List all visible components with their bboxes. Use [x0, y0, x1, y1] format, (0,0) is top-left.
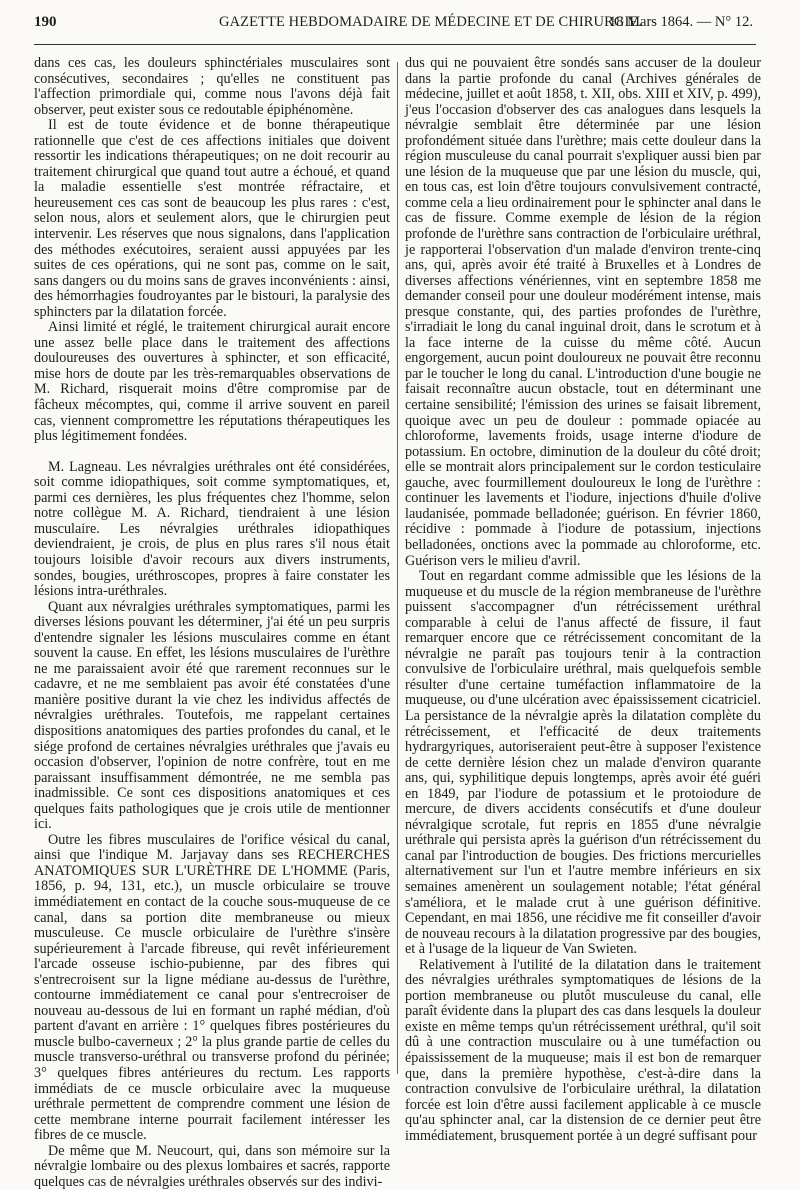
paragraph: Relativement à l'utilité de la dilatation dans le traitement des névralgies uréthrales symptomatiques de lésions de la portion membraneuse ou plutôt musculeuse du canal, elle paraît évidente dans la plupart des cas dans lesquels la douleur existe en même temps qu'un rétrécissement uréthral, qu'il soit dû à une contraction musculaire ou à une tuméfaction ou épaississement de la muqueuse; mais il est bon de remarquer que, dans la première hypothèse, c'est-à-dire dans la contraction convulsive de l'orbiculaire uréthral, la dilatation forcée est loin d'être aussi facilement applicable à ce muscle qu'au sphincter anal, car la distension de ce dernier peut être immédiatement, brusquement portée à un degré suffisant pour	[405, 956, 761, 1144]
left-column	[34, 55, 390, 1190]
page-number: 190	[34, 14, 57, 30]
paragraph: M. Lagneau. Les névralgies uréthrales ont été considérées, soit comme idiopathiques, soit comme symptomatiques, et, parmi ces dernières, les plus fréquentes chez l'homme, selon notre collègue M. A. Richard, tiendraient à une lésion musculaire. Les névralgies uréthrales idiopathiques deviendraient, je crois, de plus en plus rares s'il nous était toujours loisible d'avoir recours aux divers instruments, sondes, bougies, uréthroscopes, propres à faire constater les lésions intra-uréthrales.	[34, 458, 390, 600]
column-divider	[397, 62, 398, 1074]
paragraph: dans ces cas, les douleurs sphinctériales musculaires sont consécutives, secondaires ; qu'elles ne constituent pas l'affection primordiale qui, comme nous l'avons déjà fait observer, peut exister sous ce redoutable épiphénomène.	[34, 55, 390, 118]
header-rule	[34, 44, 756, 45]
right-column	[405, 55, 761, 1144]
issue-date: 18 Mars 1864. — N° 12.	[609, 14, 753, 30]
paragraph: Tout en regardant comme admissible que les lésions de la muqueuse et du muscle de la région membraneuse de l'urèthre puissent s'accompagner d'un rétrécissement uréthral comparable à celui de l'anus affecté de fissure, il faut remarquer encore que ce rétrécissement concomitant de la névralgie ne paraît pas toujours tenir à la contraction convulsive de l'orbiculaire uréthral, mais quelquefois semble résulter d'une certaine tuméfaction inflammatoire de la muqueuse, ou d'une ulcération avec épaississement cicatriciel. La persistance de la névralgie après la dilatation complète du rétrécissement, et l'efficacité de deux traitements hydrargyriques, autoriseraient peut-être à supposer l'existence de cette dernière lésion chez un malade d'environ quarante ans, qui, syphilitique depuis longtemps, après avoir été guéri en 1849, par l'iodure de potassium et le protoiodure de mercure, de divers accidents consécutifs et d'une douleur névralgique scrotale, fut repris en 1855 d'une névralgie uréthrale qui persista après la guérison d'un rétrécissement du canal par l'introduction de bougies. Des frictions mercurielles alternativement sur l'un et l'autre membre inférieurs en six semaines amenèrent un soulagement notable; l'état général s'améliora, et le malade crut à une guérison définitive. Cependant, en mai 1856, une récidive me fit conseiller d'avoir de nouveau recours à la dilatation progressive par des bougies, et à l'usage de la liqueur de Van Swieten.	[405, 568, 761, 958]
paragraph: Il est de toute évidence et de bonne thérapeutique rationnelle que c'est de ces affections initiales que doivent ressortir les indications thérapeutiques; on ne doit recourir au traitement chirurgical que quand tout autre a échoué, et quand la maladie essentielle s'est montrée réfractaire, et heureusement ces cas sont de beaucoup les plus rares : c'est, selon nous, alors et seulement alors, que le chirurgien peut intervenir. Les réserves que nous signalons, dans l'application des méthodes exécutoires, seraient aussi appuyées par les suites de ces opérations, qui ne sont pas, comme on le sait, sans dangers ou du moins sans de graves inconvénients : ainsi, des hémorrhagies foudroyantes par le bistouri, la paralysie des sphincters par la dilatation forcée.	[34, 117, 390, 320]
paragraph: De même que M. Neucourt, qui, dans son mémoire sur la névralgie lombaire ou des plexus lombaires et sacrés, rapporte quelques cas de névralgies uréthrales observés sur des indivi-	[34, 1142, 390, 1190]
journal-title: GAZETTE HEBDOMADAIRE DE MÉDECINE ET DE CHIRURGIE.	[219, 14, 643, 30]
paragraph: dus qui ne pouvaient être sondés sans accuser de la douleur dans la partie profonde du canal (Archives générales de médecine, juillet et août 1858, t. XII, obs. XIII et XIV, p. 499), j'eus l'occasion d'observer des cas analogues dans lesquels la névralgie semblait être déterminée par une lésion profondément située dans l'urèthre; mais cette douleur dans la région musculeuse du canal pourrait s'expliquer aussi bien par une lésion de la muqueuse que par une lésion du muscle, qui, en tous cas, est loin d'être toujours convulsivement contracté, comme cela a lieu ordinairement pour le sphincter anal dans le cas de fissure. Comme exemple de lésion de la région profonde de l'urèthre sans contraction de l'orbiculaire uréthral, je rapporterai l'observation d'un malade d'environ trente-cinq ans, qui, après avoir été traité à Bruxelles et à Londres de diverses affections vénériennes, vint en septembre 1858 me demander conseil pour une douleur modérément intense, mais presque constante, qui, des parties profondes de l'urèthre, s'irradiait le long du canal inguinal droit, dans le scrotum et à la face interne de la cuisse du même côté. Aucun engorgement, aucun point douloureux ne pouvait être reconnu par le toucher le long du canal. L'introduction d'une bougie ne faisait reconnaître aucun obstacle, tout en déterminant une certaine sensibilité; l'émission des urines se faisait librement, quoique avec un peu de douleur : pommade opiacée au chloroforme, lavements froids, usage interne d'iodure de potassium. En octobre, diminution de la douleur du côté droit; elle se montrait alors principalement sur le cordon testiculaire gauche, avec fourmillement douloureux le long de l'urèthre : continuer les lavements et l'iodure, injections d'huile d'olive laudanisée, pommade belladonée; guérison. En février 1860, récidive : pommade à l'iodure de potassium, injections belladonées, onctions avec la pommade au chloroforme, etc. Guérison vers le milieu d'avril.	[405, 55, 761, 569]
paragraph: Quant aux névralgies uréthrales symptomatiques, parmi les diverses lésions pouvant les déterminer, j'ai été un peu surpris d'entendre signaler les lésions musculaires comme en étant souvent la cause. En effet, les lésions musculaires de l'urèthre ne me paraissaient avoir été que rarement reconnues sur le cadavre, et ne me semblaient pas avoir été constatées d'une manière positive durant la vie chez les individus affectés de névralgies uréthrales. Toutefois, me rappelant certaines dispositions anatomiques des parties profondes du canal, et le siége profond de certaines névralgies uréthrales que j'avais eu occasion d'observer, l'opinion de notre confrère, tout en me paraissant insuffisamment démontrée, ne me sembla pas inadmissible. Ce sont ces dispositions anatomiques et ces quelques faits pathologiques que je crois utile de mentionner ici.	[34, 598, 390, 833]
paragraph: Outre les fibres musculaires de l'orifice vésical du canal, ainsi que l'indique M. Jarjavay dans ses RECHERCHES ANATOMIQUES SUR L'URÈTHRE DE L'HOMME (Paris, 1856, p. 94, 131, etc.), un muscle orbiculaire se trouve immédiatement en contact de la couche sous-muqueuse de ce canal, dans sa portion dite membraneuse ou mieux musculeuse. Ce muscle orbiculaire de l'urèthre s'insère supérieurement à l'arcade fibreuse, qui revêt inférieurement l'arcade osseuse ischio-pubienne, par des fibres qui s'entrecroisent sur la ligne médiane au-dessus de l'urèthre, contourne immédiatement ce canal pour s'entrecroiser de nouveau au-dessous de lui en formant un raphé médian, d'où partent d'avant en arrière : 1° quelques fibres postérieures du muscle bulbo-caverneux ; 2° la plus grande partie de celles du muscle transverso-uréthral ou transverse profond du périnée; 3° quelques fibres antérieures du rectum. Les rapports immédiats de ce muscle orbiculaire avec la muqueuse uréthrale permettent de comprendre comment une lésion de cette membrane interne pourrait facilement intéresser les fibres de ce muscle.	[34, 831, 390, 1144]
page-header	[0, 14, 800, 36]
paragraph: Ainsi limité et réglé, le traitement chirurgical aurait encore une assez belle place dans le traitement des affections douloureuses des ouvertures à sphincter, et son efficacité, mise hors de doute par les très-remarquables observations de M. Richard, risquerait moins d'être compromise par de fâcheux mécomptes, qui, comme il arrive souvent en pareil cas, viennent compromettre les réputations thérapeutiques les plus légitimement fondées.	[34, 319, 390, 445]
